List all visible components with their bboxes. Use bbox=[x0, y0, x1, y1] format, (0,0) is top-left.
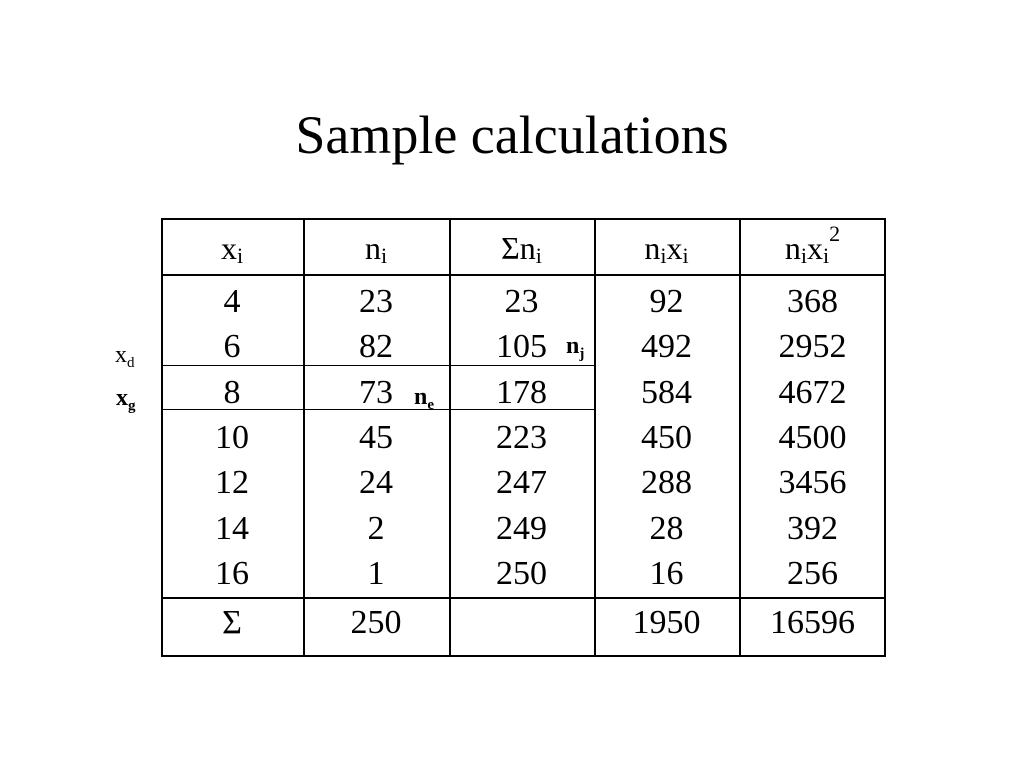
header-tail-sub: i bbox=[823, 243, 830, 268]
table-cell: 368 bbox=[787, 283, 838, 320]
header-sub: i bbox=[660, 243, 667, 268]
table-cell: 3456 bbox=[778, 464, 847, 502]
table-cell: 288 bbox=[641, 464, 692, 502]
header-tail-sub: i bbox=[682, 243, 689, 268]
table-cell: 23 bbox=[504, 283, 539, 320]
header-cell bbox=[449, 220, 594, 276]
ne-label: $n_e$ bbox=[414, 384, 435, 413]
table-cell: 250 bbox=[496, 554, 547, 592]
header-base: n bbox=[364, 230, 381, 266]
header-tail: x bbox=[666, 230, 683, 266]
table-cell: 256 bbox=[787, 554, 838, 592]
table-cell: 28 bbox=[649, 509, 684, 547]
table-cell: 2 bbox=[367, 509, 385, 547]
table-cell: 247 bbox=[496, 464, 547, 502]
table-cell: 249 bbox=[496, 509, 547, 547]
table-cell: 6 bbox=[223, 328, 241, 366]
table-cell: 45 bbox=[359, 418, 393, 456]
table-cell: 178 bbox=[496, 373, 547, 411]
table-cell: 92 bbox=[649, 283, 684, 320]
table-cell: 2952 bbox=[778, 328, 847, 366]
page-title: Sample calculations bbox=[295, 105, 729, 165]
table-cell: 1 bbox=[367, 554, 385, 592]
table-cell: 24 bbox=[359, 464, 393, 502]
table-cell: 10 bbox=[215, 418, 249, 456]
header-sub: i bbox=[535, 243, 542, 268]
total-cell: 16596 bbox=[770, 604, 855, 641]
xd-label: $x_d$ bbox=[115, 342, 135, 371]
header-cell bbox=[303, 220, 449, 276]
table-cell: 8 bbox=[223, 373, 241, 411]
table-cell: 105 bbox=[496, 328, 547, 366]
table-cell: 584 bbox=[641, 373, 692, 411]
table-cell: 12 bbox=[215, 464, 249, 502]
header-cell bbox=[161, 220, 303, 276]
xg-label: $x_g$ bbox=[116, 385, 136, 414]
table-cell: 450 bbox=[641, 418, 692, 456]
table-cell: 14 bbox=[215, 509, 249, 547]
header-base: x bbox=[220, 230, 237, 266]
total-cell: 1950 bbox=[632, 604, 701, 641]
sum-symbol: Σ bbox=[222, 604, 242, 641]
table-cell: 223 bbox=[496, 418, 547, 456]
table-cell: 4500 bbox=[778, 418, 847, 456]
header-sub: i bbox=[236, 243, 244, 268]
table-cell: 4 bbox=[223, 283, 241, 320]
nj-label: $n_j$ bbox=[566, 333, 585, 362]
table-cell: 16 bbox=[649, 554, 684, 592]
header-sub: i bbox=[380, 243, 388, 268]
header-cell bbox=[739, 220, 886, 276]
table-cell: 73 bbox=[359, 373, 393, 411]
header-sup: 2 bbox=[829, 221, 841, 246]
header-tail: x bbox=[807, 230, 823, 266]
total-divider bbox=[161, 597, 886, 599]
header-sub: i bbox=[800, 243, 807, 268]
header-cell bbox=[594, 220, 739, 276]
header-base: n bbox=[784, 230, 801, 266]
total-cell: 250 bbox=[350, 604, 402, 641]
table-cell: 492 bbox=[641, 328, 692, 366]
table-cell: 23 bbox=[359, 283, 393, 320]
table-cell: 82 bbox=[359, 328, 393, 366]
header-base: Σn bbox=[501, 230, 536, 266]
header-base: n bbox=[644, 230, 661, 266]
table-cell: 4672 bbox=[778, 373, 847, 411]
table-cell: 16 bbox=[215, 554, 249, 592]
table-cell: 392 bbox=[787, 509, 838, 547]
